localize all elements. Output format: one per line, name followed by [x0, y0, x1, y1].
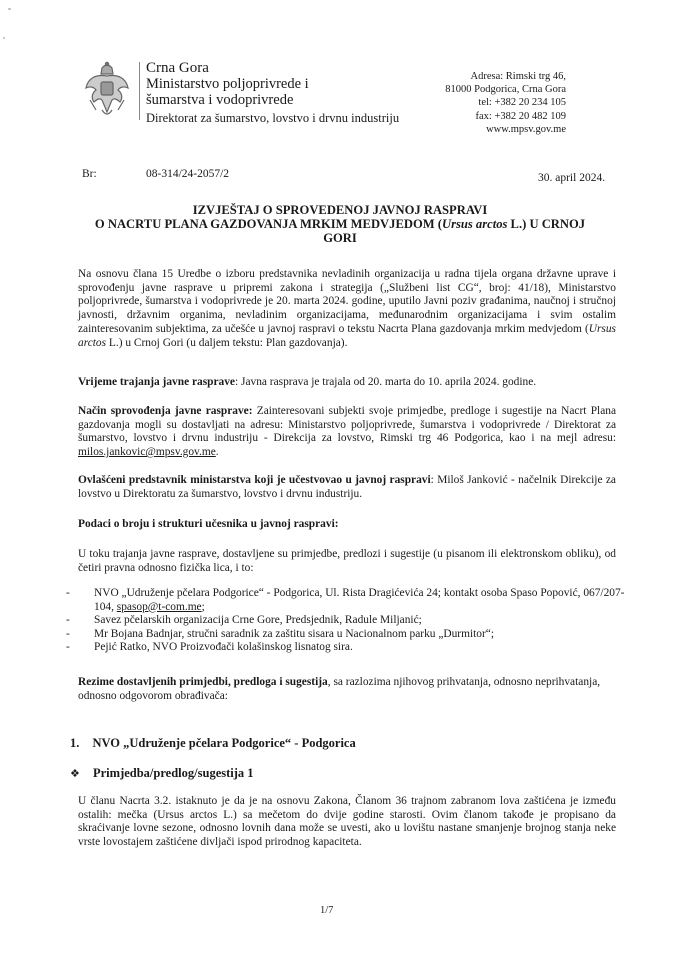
list-item-label: Savez pčelarskih organizacija Crne Gore, Predsjednik, Radule Miljanić; — [94, 614, 422, 627]
letterhead-divider — [139, 62, 140, 120]
list-dash: - — [66, 627, 70, 640]
contact-tel: tel: +382 20 234 105 — [478, 97, 566, 109]
duration-label: Vrijeme trajanja javne rasprave — [78, 376, 235, 388]
method-text: Zainteresovani subjekti svoje primjedbe, predloge i sugestije na Nacrt Plana gazdovanja mogli su dostavljati na adresu: Ministarstvo poljoprivrede, šumarstva i vodoprivrede / Direktorat za šumarstvo, lovstvo i drvnu industriju - Direkcija za lovstvo, Rimski trg 46 Podgorica, kao i na mejl adresu: — [78, 405, 616, 445]
reference-label: Br: — [82, 168, 97, 180]
list-item-label: Mr Bojana Badnjar, stručni saradnik za zaštitu sisara u Nacionalnom parku „Durmitor“; — [94, 627, 494, 640]
participants-intro-text: U toku trajanja javne rasprave, dostavljene su primjedbe, predlozi i sugestije (u pisanom ili elektronskom obliku), od četiri pravna odnosno fizička lica, i to: — [78, 548, 616, 574]
participants-heading-text: Podaci o broju i strukturi učesnika u javnoj raspravi: — [78, 518, 339, 530]
reference-number: 08-314/24-2057/2 — [146, 168, 230, 180]
representative-text: : Miloš Janković - načelnik Direkcije za lovstvo u Direktoratu za šumarstvo, lovstvo i drvnu industriju. — [78, 474, 616, 500]
scan-speck — [3, 37, 5, 39]
organization-block — [146, 60, 399, 126]
list-item — [66, 641, 626, 655]
title-line3: GORI — [323, 231, 357, 245]
country-name: Crna Gora — [146, 60, 209, 76]
section-number: 1. — [70, 736, 80, 750]
section1-paragraph — [78, 795, 616, 850]
list-dash: - — [66, 641, 70, 654]
participants-intro — [78, 548, 616, 575]
punctuation: ; — [201, 600, 205, 613]
scan-speck — [8, 8, 11, 10]
ministry-name-line1: Ministarstvo poljoprivrede i — [146, 76, 309, 92]
contact-city: 81000 Podgorica, Crna Gora — [445, 84, 566, 96]
subsection-heading — [70, 766, 254, 781]
punctuation: . — [215, 446, 219, 459]
list-dash: - — [66, 587, 70, 599]
contact-website[interactable]: www.mpsv.gov.me — [486, 123, 566, 135]
ministry-name-line2: šumarstva i vodoprivrede — [146, 92, 294, 108]
document-title — [70, 203, 610, 245]
section-title: NVO „Udruženje pčelara Podgorice“ - Podgorica — [92, 736, 356, 750]
title-text: O NACRTU PLANA GAZDOVANJA MRKIM MEDVJEDOM ( — [94, 217, 442, 231]
species-name: Ursus arctos — [78, 322, 616, 349]
summary-label: Rezime dostavljenih primjedbi, predloga i sugestija — [78, 676, 328, 688]
intro-text: Na osnovu člana 15 Uredbe o izboru predstavnika nevladinih organizacija u radna tijela organa državne uprave i sprovođenju javne rasprave u pripremi zakona i strategija („Službeni list CG“, broj: 41/18), Ministarstvo poljoprivrede, šumarstva i vodoprivrede je 20. marta 2024. godine, uputilo Javni poziv građanima, naučnoj i stručnoj javnosti, državnim organima, nevladinim organizacijama, međunarodnim organizacijama i svim ostalim zainteresovanim subjektima, za učešće u javnoj raspravi o tekstu Nacrta Plana gazdovanja mrkim medvjedom ( — [78, 268, 616, 335]
representative-label: Ovlašćeni predstavnik ministarstva koji je učestvovao u javnoj raspravi — [78, 474, 431, 486]
contact-fax: fax: +382 20 482 109 — [475, 110, 566, 122]
list-dash: - — [66, 614, 70, 627]
page-number: 1/7 — [320, 905, 334, 916]
duration-paragraph — [78, 376, 616, 390]
species-name: Ursus arctos — [441, 217, 508, 231]
summary-paragraph — [78, 676, 616, 703]
title-line2 — [70, 217, 610, 231]
duration-text: : Javna rasprava je trajala od 20. marta do 10. aprila 2024. godine. — [235, 376, 537, 388]
email-link[interactable]: milos.jankovic@mpsv.gov.me — [78, 446, 216, 459]
list-item — [66, 587, 626, 614]
coat-of-arms-icon — [82, 60, 132, 120]
list-item-label: Pejić Ratko, NVO Proizvođači kolašinskog lisnatog sira. — [94, 641, 353, 654]
contact-block — [445, 70, 566, 136]
email-link[interactable]: spasop@t-com.me — [116, 600, 202, 613]
summary-text: , sa razlozima njihovog prihvatanja, odnosno neprihvatanja, odnosno odgovorom obrađivača: — [78, 676, 601, 702]
section-heading — [70, 736, 356, 751]
representative-paragraph — [78, 474, 616, 501]
participants-list — [66, 587, 626, 655]
title-line1: IZVJEŠTAJ O SPROVEDENOJ JAVNOJ RASPRAVI — [192, 203, 488, 217]
section1-text: U članu Nacrta 3.2. istaknuto je da je na osnovu Zakona, Članom 36 trajnom zabranom lova zaštićena je između ostalih: mečka (Ursus arctos L.) sa mečetom do dvije godine starosti. Ovim članom takođe je propisano da skraćivanje lovne sezone, odnosno lovnih dana može se uvesti, ako u lovištu nastane smanjenje brojnog stanja neke vrste lovostajem zaštićene divljači ispod prirodnog kapaciteta. — [78, 795, 616, 849]
method-paragraph — [78, 405, 616, 460]
document-date: 30. april 2024. — [538, 172, 606, 184]
participants-heading — [78, 518, 616, 532]
directorate-name: Direktorat za šumarstvo, lovstvo i drvnu industriju — [146, 111, 400, 125]
list-item — [66, 628, 626, 642]
list-item — [66, 614, 626, 628]
diamond-bullet-icon: ❖ — [70, 767, 80, 780]
method-label: Način sprovođenja javne rasprave: — [78, 405, 253, 417]
intro-paragraph — [78, 268, 616, 350]
intro-text: L.) u Crnoj Gori (u daljem tekstu: Plan gazdovanja). — [106, 336, 348, 349]
contact-address: Adresa: Rimski trg 46, — [470, 71, 566, 82]
title-text: L.) U CRNOJ — [507, 217, 586, 231]
list-item-label: NVO „Udruženje pčelara Podgorice“ - Podgorica, Ul. Rista Dragićevića 24; kontakt osoba Spaso Popović, 067/207-104, — [94, 587, 625, 613]
subsection-title: Primjedba/predlog/sugestija 1 — [93, 766, 254, 780]
list-item-text — [94, 587, 626, 614]
